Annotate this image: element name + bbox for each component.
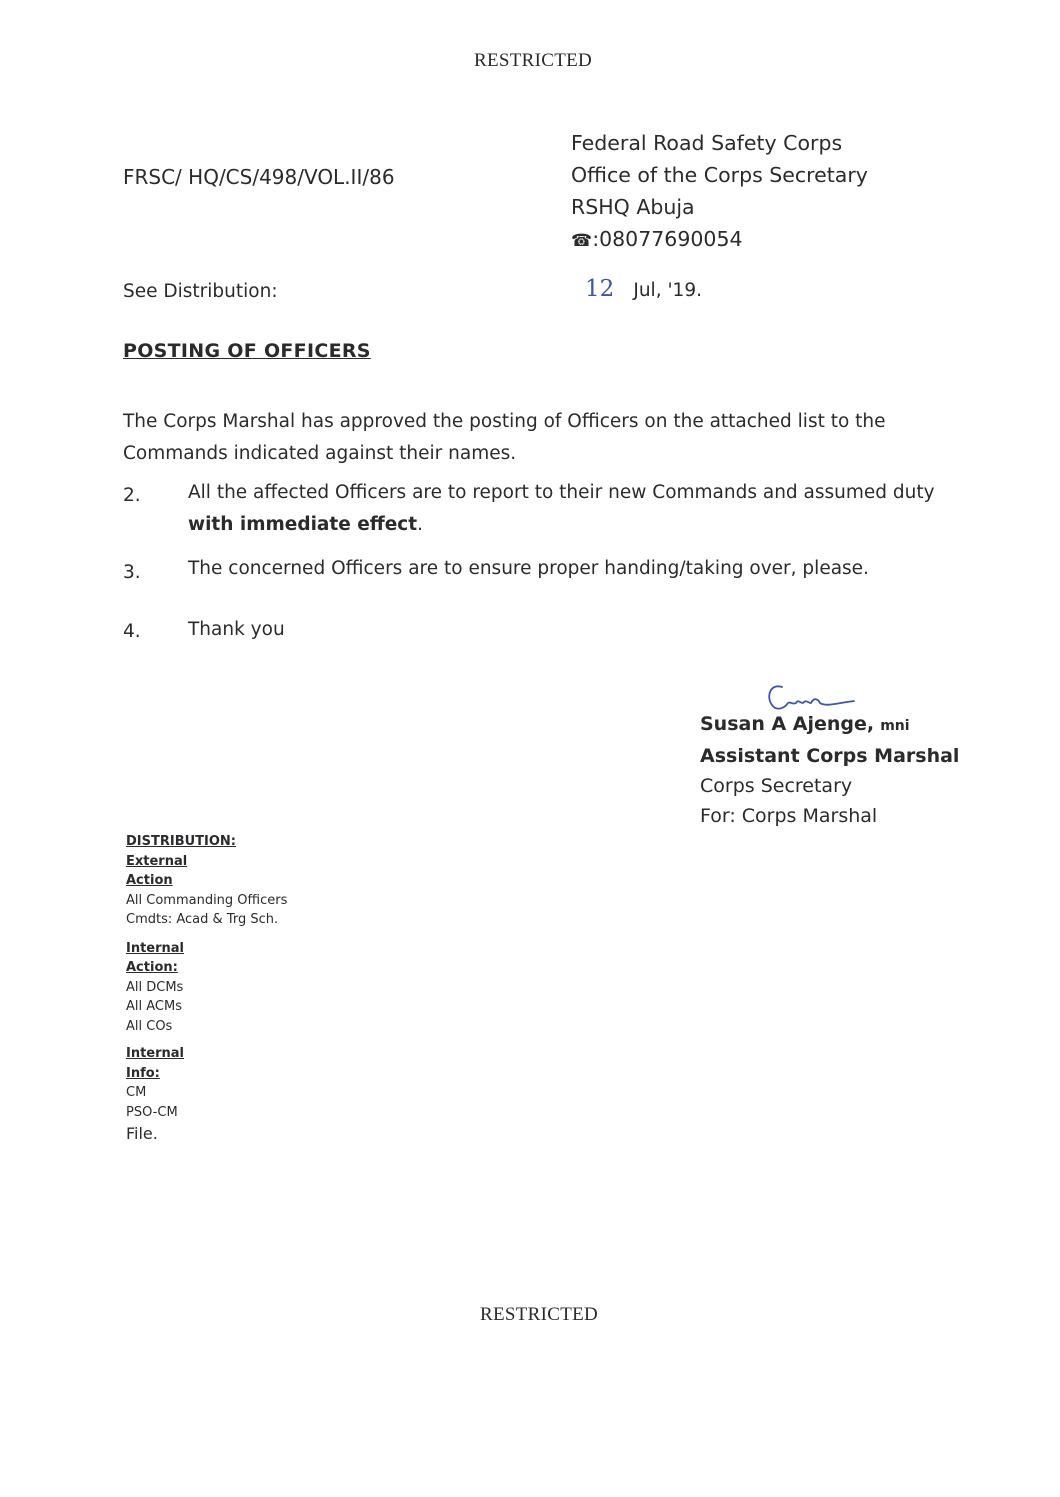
security-marking-bottom: RESTRICTED bbox=[480, 1304, 599, 1325]
signatory-name-line bbox=[700, 709, 959, 741]
list-item: All COs bbox=[126, 1018, 173, 1034]
distribution-heading: DISTRIBUTION: bbox=[126, 834, 237, 849]
subject-heading: POSTING OF OFFICERS bbox=[123, 340, 371, 362]
external-label: External bbox=[126, 853, 188, 869]
signatory-for: For: Corps Marshal bbox=[700, 805, 878, 827]
item-4-text: Thank you bbox=[188, 619, 285, 640]
date-month-year: Jul, '19. bbox=[633, 280, 702, 301]
external-action-label: Action bbox=[126, 873, 173, 888]
file-entry: File. bbox=[126, 1124, 158, 1143]
addressee: See Distribution: bbox=[123, 281, 278, 302]
office-name: Office of the Corps Secretary bbox=[571, 163, 868, 187]
list-item: All ACMs bbox=[126, 999, 182, 1014]
signatory-suffix: mni bbox=[880, 718, 910, 734]
signatory-name: Susan A Ajenge, bbox=[700, 713, 875, 735]
list-item: Cmdts: Acad & Trg Sch. bbox=[126, 912, 279, 927]
signatory-rank: Assistant Corps Marshal bbox=[700, 745, 960, 767]
telephone-icon: ☎ bbox=[571, 231, 593, 251]
phone-number: :08077690054 bbox=[592, 227, 743, 251]
item-number: 4. bbox=[123, 621, 141, 642]
internal-action-label: Internal bbox=[126, 940, 185, 956]
signature-block bbox=[700, 709, 959, 831]
item-2-text: All the affected Officers are to report to their new Commands and assumed duty with immediate effect. bbox=[188, 482, 935, 535]
location: RSHQ Abuja bbox=[571, 195, 695, 219]
list-item: PSO-CM bbox=[126, 1104, 178, 1120]
internal-info-label: Info: bbox=[126, 1065, 160, 1081]
org-name: Federal Road Safety Corps bbox=[571, 131, 843, 155]
list-item: All DCMs bbox=[126, 979, 184, 995]
sender-address bbox=[571, 127, 868, 257]
item-number: 3. bbox=[123, 562, 141, 583]
signatory-title: Corps Secretary bbox=[700, 775, 853, 797]
handwritten-day: 12 bbox=[585, 276, 615, 302]
emphasis-text: with immediate effect bbox=[188, 514, 418, 535]
distribution-list bbox=[126, 832, 287, 1146]
list-item: CM bbox=[126, 1085, 147, 1100]
item-3-text: The concerned Officers are to ensure proper handing/taking over, please. bbox=[188, 558, 869, 579]
phone-line bbox=[571, 223, 868, 257]
internal-action-label: Action: bbox=[126, 960, 178, 975]
date bbox=[585, 276, 702, 302]
internal-info-label: Internal bbox=[126, 1046, 185, 1061]
security-marking-top: RESTRICTED bbox=[474, 50, 593, 71]
paragraph-1: The Corps Marshal has approved the posting of Officers on the attached list to the Commands indicated against their names. bbox=[123, 411, 886, 464]
item-number: 2. bbox=[123, 485, 141, 506]
list-item: All Commanding Officers bbox=[126, 892, 288, 908]
reference-number: FRSC/ HQ/CS/498/VOL.II/86 bbox=[123, 165, 395, 189]
